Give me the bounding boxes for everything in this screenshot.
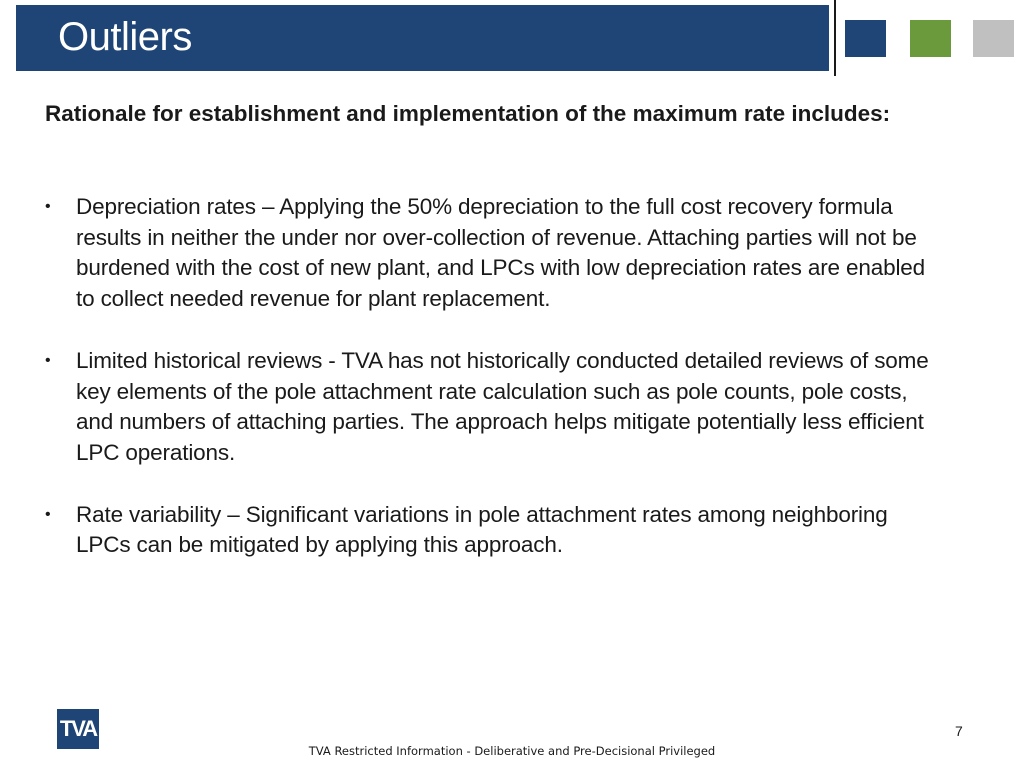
bullet-text: Limited historical reviews - TVA has not historically conducted detailed reviews of some key elements of the pole attachment rate calculation such as pole counts, pole costs, and numbers of attaching parties. The approach helps mitigate potentially less efficient LPC operations. (76, 347, 929, 465)
bullet-item-historical-reviews (45, 346, 945, 469)
slide-title: Outliers (58, 15, 192, 59)
accent-square-green (910, 20, 951, 57)
tva-logo: TVA (57, 709, 99, 749)
bullet-icon: • (45, 351, 51, 369)
bullet-list (45, 192, 945, 592)
bullet-item-rate-variability (45, 500, 945, 561)
accent-square-gray (973, 20, 1014, 57)
title-divider (834, 0, 836, 76)
bullet-text: Depreciation rates – Applying the 50% depreciation to the full cost recovery formula results in neither the under nor over-collection of revenue. Attaching parties will not be burdened with the cost of new plant, and LPCs with low depreciation rates are enabled to collect needed revenue for plant replacement. (76, 194, 926, 312)
title-bar (16, 5, 829, 71)
bullet-icon: • (45, 505, 51, 523)
page-number: 7 (955, 723, 963, 739)
accent-square-blue (845, 20, 886, 57)
bullet-text: Rate variability – Significant variations in pole attachment rates among neighboring LPCs can be mitigated by applying this approach. (76, 501, 888, 558)
intro-heading: Rationale for establishment and implementation of the maximum rate includes: (45, 101, 891, 126)
bullet-icon: • (45, 198, 51, 215)
bullet-item-depreciation (45, 192, 945, 315)
classification-footer: TVA Restricted Information - Deliberative and Pre-Decisional Privileged (308, 744, 716, 758)
